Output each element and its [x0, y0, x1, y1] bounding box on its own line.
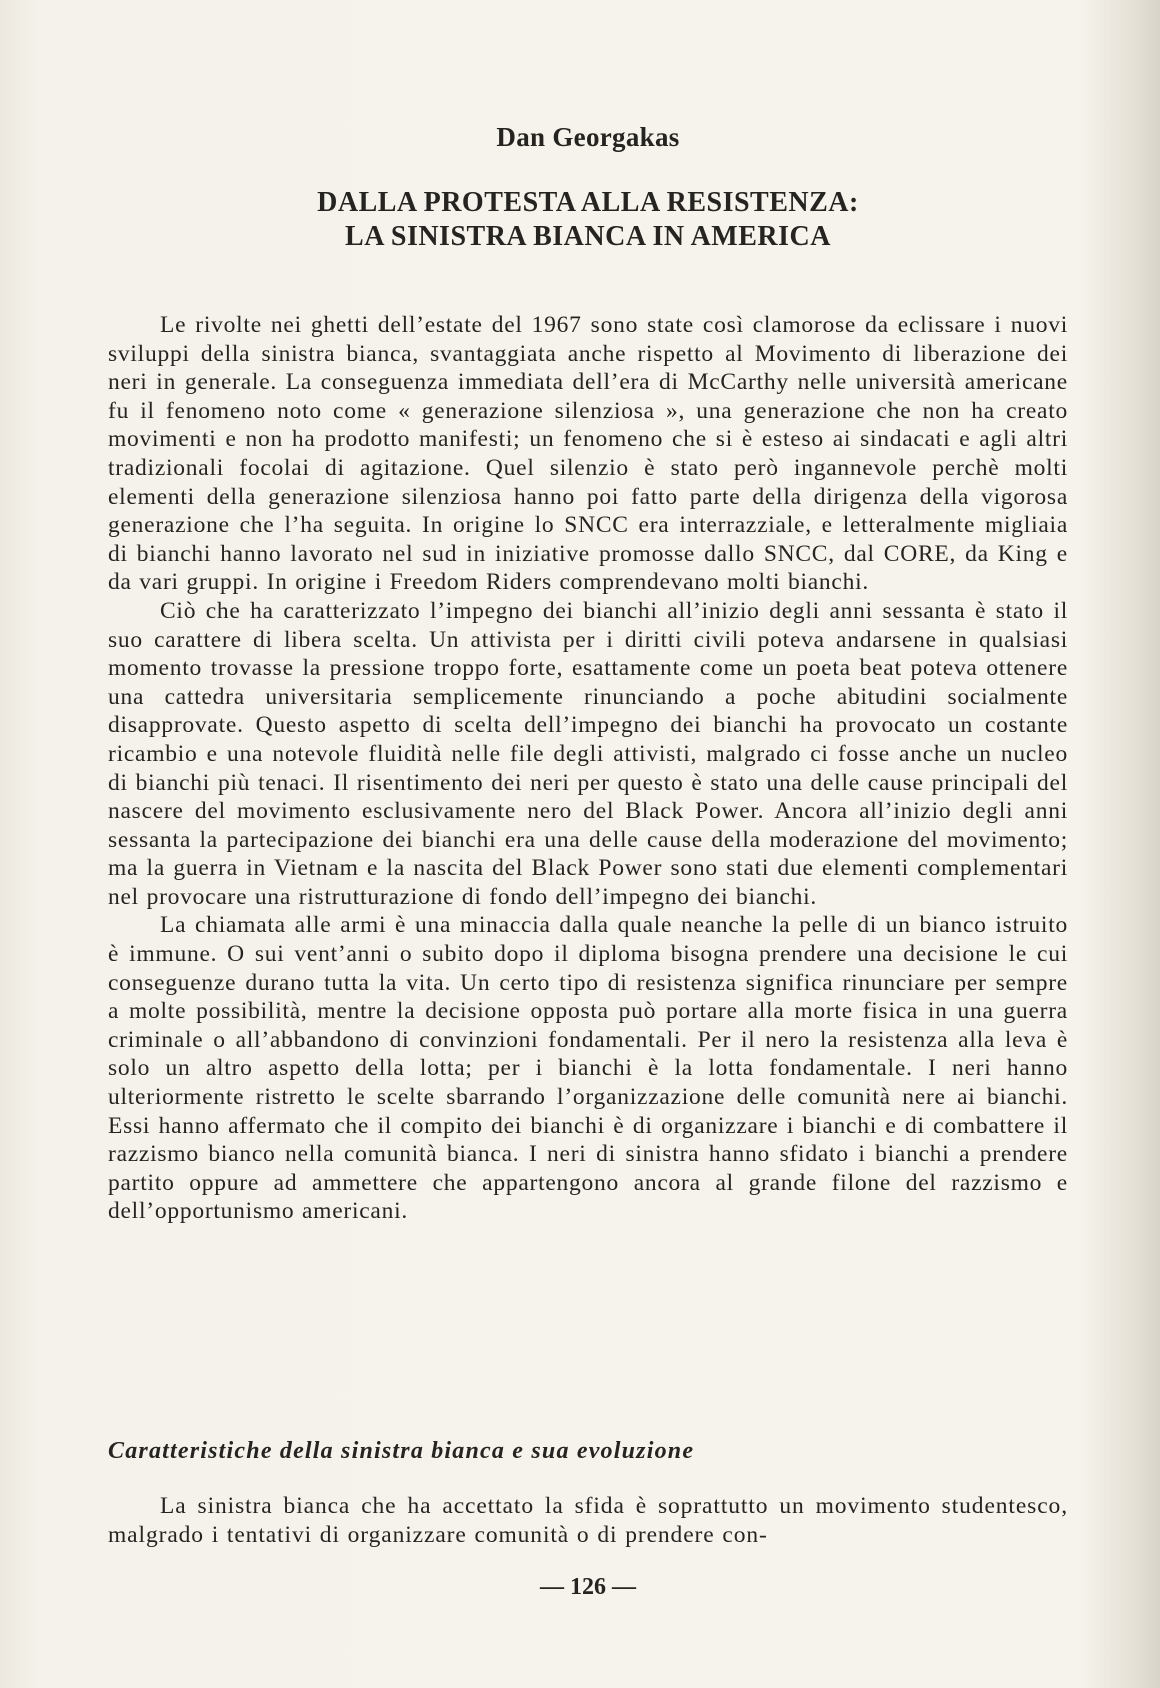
body-paragraph-3: La chiamata alle armi è una minaccia dalla quale neanche la pelle di un bianco istruito è immune. O sui vent’anni o subito dopo il diploma bisogna prendere una decisione le cui conseguenze durano tutta la vita. Un certo tipo di resistenza significa rinunciare per sempre a molte possibilità, mentre la decisione opposta può portare alla morte fisica in una guerra criminale o all’abbandono di convinzioni fondamentali. Per il nero la resistenza alla leva è solo un altro aspetto della lotta; per i bianchi è la lotta fondamentale. I neri hanno ulteriormente ristretto le scelte sbarrando l’organizzazione delle comunità nere ai bianchi. Essi hanno affermato che il compito dei bianchi è di organizzare i bianchi e di combattere il razzismo bianco nella comunità bianca. I neri di sinistra hanno sfidato i bianchi a prendere partito oppure ad ammettere che appartengono ancora al grande filone del razzismo e dell’opportunismo americani.	[108, 912, 1068, 1225]
article-title-line-1: DALLA PROTESTA ALLA RESISTENZA:	[317, 187, 859, 218]
author-name: Dan Georgakas	[496, 122, 680, 152]
section-paragraph-1: La sinistra bianca che ha accettato la sfida è soprattutto un movimento studentesco, malgrado i tentativi di organizzare comunità o di prendere con-	[108, 1493, 1068, 1548]
article-title-line-2: LA SINISTRA BIANCA IN AMERICA	[345, 221, 831, 252]
page-number: — 126 —	[540, 1574, 636, 1600]
article-title	[108, 186, 1068, 254]
body-paragraph-1: Le rivolte nei ghetti dell’estate del 1967 sono state così clamorose da eclissare i nuovi sviluppi della sinistra bianca, svantaggiata anche rispetto al Movimento di liberazione dei neri in generale. La conseguenza immediata dell’era di McCarthy nelle università americane fu il fenomeno noto come « generazione silenziosa », una generazione che non ha creato movimenti e non ha prodotto manifesti; un fenomeno che si è esteso ai sindacati e agli altri tradizionali focolai di agitazione. Quel silenzio è stato però ingannevole perchè molti elementi della generazione silenziosa hanno poi fatto parte della dirigenza della vigorosa generazione che l’ha seguita. In origine lo SNCC era interrazziale, e letteralmente migliaia di bianchi hanno lavorato nel sud in iniziative promosse dallo SNCC, dal CORE, da King e da vari gruppi. In origine i Freedom Riders comprendevano molti bianchi.	[108, 312, 1068, 596]
section-heading: Caratteristiche della sinistra bianca e sua evoluzione	[108, 1438, 695, 1464]
section-body	[108, 1492, 1068, 1549]
body-paragraph-2: Ciò che ha caratterizzato l’impegno dei bianchi all’inizio degli anni sessanta è stato il suo carattere di libera scelta. Un attivista per i diritti civili poteva andarsene in qualsiasi momento trovasse la pressione troppo forte, esattamente come un poeta beat poteva ottenere una cattedra universitaria semplicemente rinunciando a poche abitudini socialmente disapprovate. Questo aspetto di scelta dell’impegno dei bianchi ha provocato un costante ricambio e una notevole fluidità nelle file degli attivisti, malgrado ci fosse anche un nucleo di bianchi più tenaci. Il risentimento dei neri per questo è stato una delle cause principali del nascere del movimento esclusivamente nero del Black Power. Ancora all’inizio degli anni sessanta la partecipazione dei bianchi era una delle cause della moderazione del movimento; ma la guerra in Vietnam e la nascita del Black Power sono stati due elementi complementari nel provocare una ristrutturazione di fondo dell’impegno dei bianchi.	[108, 597, 1068, 910]
article-body	[108, 311, 1068, 1226]
